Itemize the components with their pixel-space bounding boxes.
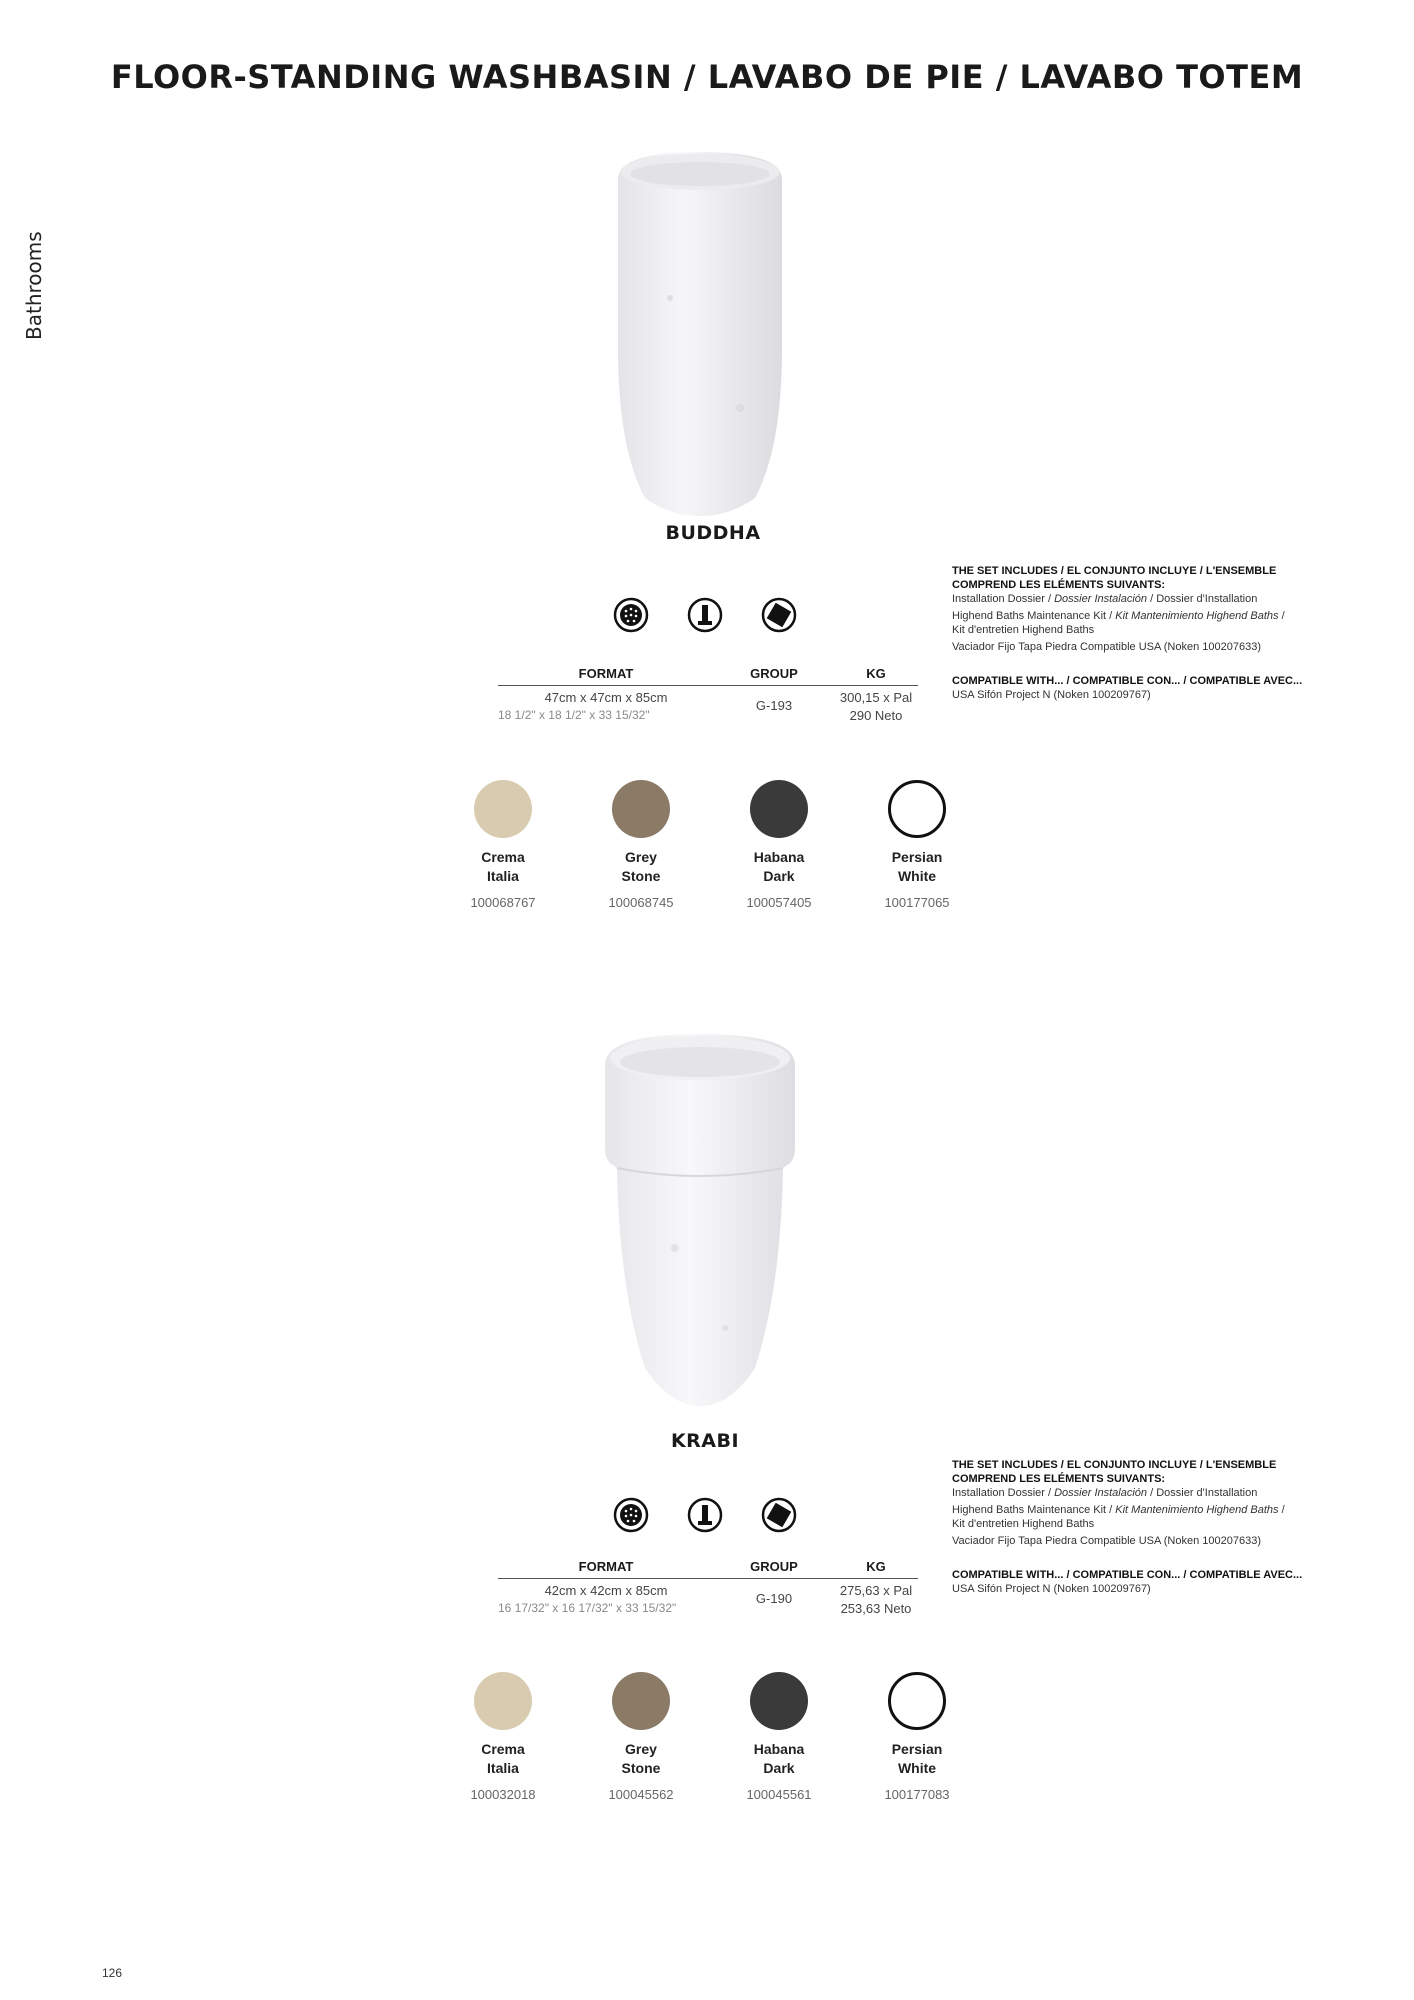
kg-pal: 300,15 x Pal <box>839 690 913 705</box>
group-value: G-193 <box>755 698 793 713</box>
swatch-name: Dark <box>763 868 795 884</box>
kg-header: KG <box>866 666 886 681</box>
set-item: Kit Mantenimiento Highend Baths <box>1115 1504 1279 1516</box>
feature-icons <box>613 597 797 633</box>
product-name: BUDDHA <box>665 522 761 544</box>
swatch-name: Stone <box>621 1760 661 1776</box>
set-item: Dossier Instalación <box>1054 1487 1148 1499</box>
swatch-circle <box>750 1672 808 1730</box>
swatch-code: 100032018 <box>470 1787 536 1802</box>
kg-net: 253,63 Neto <box>840 1601 912 1616</box>
set-item: Highend Baths Maintenance Kit / <box>952 610 1116 622</box>
swatch-name: Italia <box>487 1760 519 1776</box>
swatch-circle <box>888 1672 946 1730</box>
kg-net: 290 Neto <box>849 708 903 723</box>
swatch-code: 100068745 <box>608 895 674 910</box>
swatch-grey-stone <box>572 780 710 910</box>
swatch-code: 100045562 <box>608 1787 674 1802</box>
swatch-name: White <box>897 868 937 884</box>
set-includes <box>952 1458 1332 1596</box>
section-label: Bathrooms <box>22 231 46 340</box>
krabi-washbasin-image <box>595 1028 805 1408</box>
set-item: Installation Dossier / <box>952 593 1055 605</box>
set-item: Vaciador Fijo Tapa Piedra Compatible USA (Noken 100207633) <box>952 1535 1261 1547</box>
swatch-habana-dark <box>710 780 848 910</box>
swatch-code: 100177065 <box>884 895 950 910</box>
swatch-name: Habana <box>753 1741 805 1757</box>
compat-heading: COMPATIBLE WITH... / COMPATIBLE CON... / COMPATIBLE AVEC... <box>952 1569 1303 1581</box>
swatch-crema-italia <box>434 1672 572 1802</box>
set-heading: THE SET INCLUDES / EL CONJUNTO INCLUYE / L'ENSEMBLE <box>952 1459 1277 1471</box>
swatch-name: Dark <box>763 1760 795 1776</box>
swatch-circle <box>750 780 808 838</box>
swatch-habana-dark <box>710 1672 848 1802</box>
swatch-code: 100177083 <box>884 1787 950 1802</box>
set-item: Vaciador Fijo Tapa Piedra Compatible USA (Noken 100207633) <box>952 641 1261 653</box>
set-heading-2: COMPREND LES ELÉMENTS SUIVANTS: <box>952 1473 1166 1485</box>
format-imperial: 16 17/32" x 16 17/32" x 33 15/32" <box>498 1601 677 1615</box>
swatch-name: Italia <box>487 868 519 884</box>
page-number: 126 <box>102 1966 123 1980</box>
stone-texture-icon <box>613 1497 649 1533</box>
product-name: KRABI <box>670 1430 740 1452</box>
color-swatches <box>434 780 986 910</box>
spec-table <box>498 1559 918 1619</box>
swatch-circle <box>474 780 532 838</box>
set-includes <box>952 564 1332 702</box>
feature-icons <box>613 1497 797 1533</box>
swatch-name: Stone <box>621 868 661 884</box>
set-heading: THE SET INCLUDES / EL CONJUNTO INCLUYE / L'ENSEMBLE <box>952 565 1277 577</box>
buddha-washbasin-image <box>600 148 800 518</box>
set-item: / Dossier d'Installation <box>1147 593 1258 605</box>
kg-header: KG <box>866 1559 886 1574</box>
washbasin-tap-icon <box>687 1497 723 1533</box>
swatch-circle <box>612 1672 670 1730</box>
set-item: Installation Dossier / <box>952 1487 1055 1499</box>
swatch-name: Crema <box>481 849 525 865</box>
swatch-name: White <box>897 1760 937 1776</box>
swatch-code: 100045561 <box>746 1787 812 1802</box>
diamond-square-icon <box>761 597 797 633</box>
format-metric: 47cm x 47cm x 85cm <box>544 690 668 705</box>
swatch-grey-stone <box>572 1672 710 1802</box>
swatch-name: Grey <box>625 1741 657 1757</box>
set-item: / <box>1278 610 1285 622</box>
washbasin-tap-icon <box>687 597 723 633</box>
set-item: / Dossier d'Installation <box>1147 1487 1258 1499</box>
set-item: Dossier Instalación <box>1054 593 1148 605</box>
set-heading-2: COMPREND LES ELÉMENTS SUIVANTS: <box>952 579 1166 591</box>
diamond-square-icon <box>761 1497 797 1533</box>
group-header: GROUP <box>750 666 798 681</box>
stone-texture-icon <box>613 597 649 633</box>
swatch-persian-white <box>848 1672 986 1802</box>
color-swatches <box>434 1672 986 1802</box>
swatch-name: Persian <box>891 1741 943 1757</box>
format-metric: 42cm x 42cm x 85cm <box>544 1583 668 1598</box>
format-imperial: 18 1/2" x 18 1/2" x 33 15/32" <box>498 708 650 722</box>
compat-heading: COMPATIBLE WITH... / COMPATIBLE CON... / COMPATIBLE AVEC... <box>952 675 1303 687</box>
set-item: / <box>1278 1504 1285 1516</box>
group-header: GROUP <box>750 1559 798 1574</box>
compat-item: USA Sifón Project N (Noken 100209767) <box>952 1583 1151 1595</box>
spec-table <box>498 666 918 726</box>
swatch-name: Grey <box>625 849 657 865</box>
swatch-name: Habana <box>753 849 805 865</box>
page-title: FLOOR-STANDING WASHBASIN / LAVABO DE PIE / LAVABO TOTEM <box>110 58 1304 96</box>
swatch-code: 100068767 <box>470 895 536 910</box>
set-item: Kit Mantenimiento Highend Baths <box>1115 610 1279 622</box>
swatch-persian-white <box>848 780 986 910</box>
swatch-name: Crema <box>481 1741 525 1757</box>
swatch-name: Persian <box>891 849 943 865</box>
set-item: Kit d'entretien Highend Baths <box>952 1518 1095 1530</box>
swatch-code: 100057405 <box>746 895 812 910</box>
swatch-circle <box>888 780 946 838</box>
compat-item: USA Sifón Project N (Noken 100209767) <box>952 689 1151 701</box>
kg-pal: 275,63 x Pal <box>839 1583 913 1598</box>
group-value: G-190 <box>755 1591 793 1606</box>
format-header: FORMAT <box>578 1559 634 1574</box>
set-item: Kit d'entretien Highend Baths <box>952 624 1095 636</box>
swatch-circle <box>612 780 670 838</box>
swatch-circle <box>474 1672 532 1730</box>
swatch-crema-italia <box>434 780 572 910</box>
format-header: FORMAT <box>578 666 634 681</box>
set-item: Highend Baths Maintenance Kit / <box>952 1504 1116 1516</box>
